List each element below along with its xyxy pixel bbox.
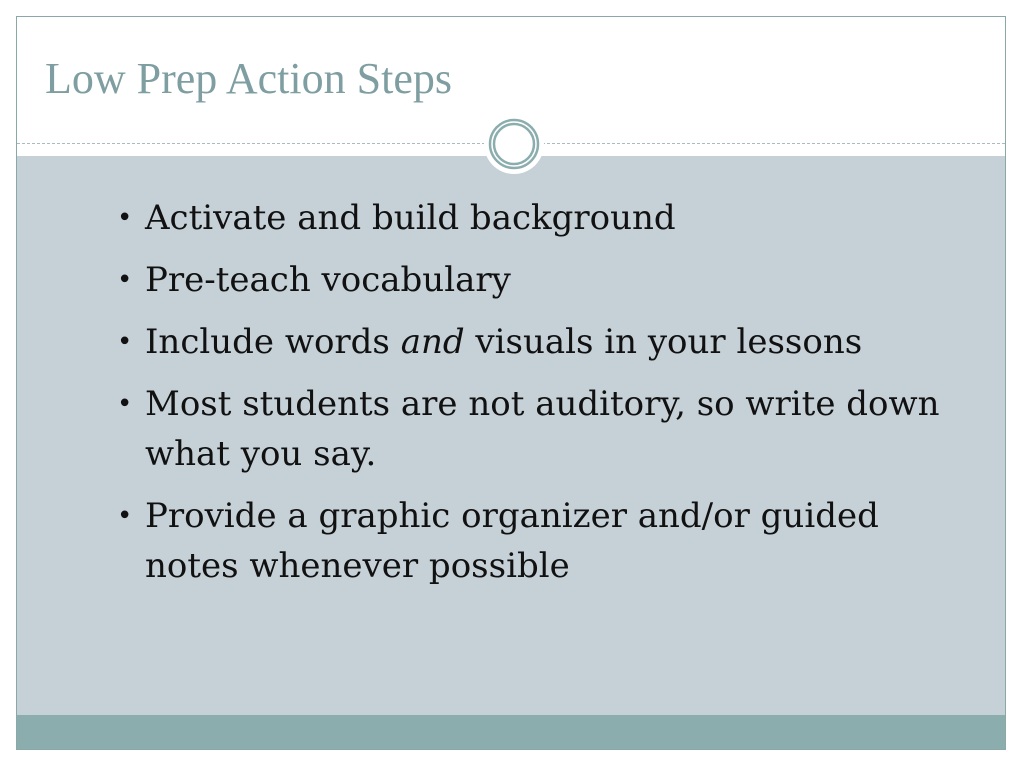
- bullet-item: [113, 193, 963, 243]
- circle-ring-ornament-icon: [483, 113, 545, 175]
- bullet-text: Provide a graphic organizer and/or guided notes whenever possible: [145, 496, 879, 586]
- bullet-glyph: •: [117, 389, 133, 419]
- footer-bar: [17, 715, 1005, 749]
- bullet-glyph: •: [117, 327, 133, 357]
- bullet-item: [113, 379, 963, 479]
- bullet-item: [113, 255, 963, 305]
- bullet-text: visuals in your lessons: [464, 322, 863, 362]
- bullet-glyph: •: [117, 265, 133, 295]
- bullet-list: [113, 193, 963, 603]
- bullet-item: [113, 491, 963, 591]
- bullet-glyph: •: [117, 501, 133, 531]
- bullet-text: Include words: [145, 322, 401, 362]
- slide-title: Low Prep Action Steps: [45, 54, 452, 103]
- bullet-item: [113, 317, 963, 367]
- bullet-glyph: •: [117, 203, 133, 233]
- bullet-text: Pre-teach vocabulary: [145, 260, 511, 300]
- slide: [16, 16, 1006, 750]
- bullet-text: Most students are not auditory, so write down what you say.: [145, 384, 940, 474]
- bullet-text: Activate and build background: [145, 198, 676, 238]
- bullet-text-emphasis: and: [400, 322, 465, 362]
